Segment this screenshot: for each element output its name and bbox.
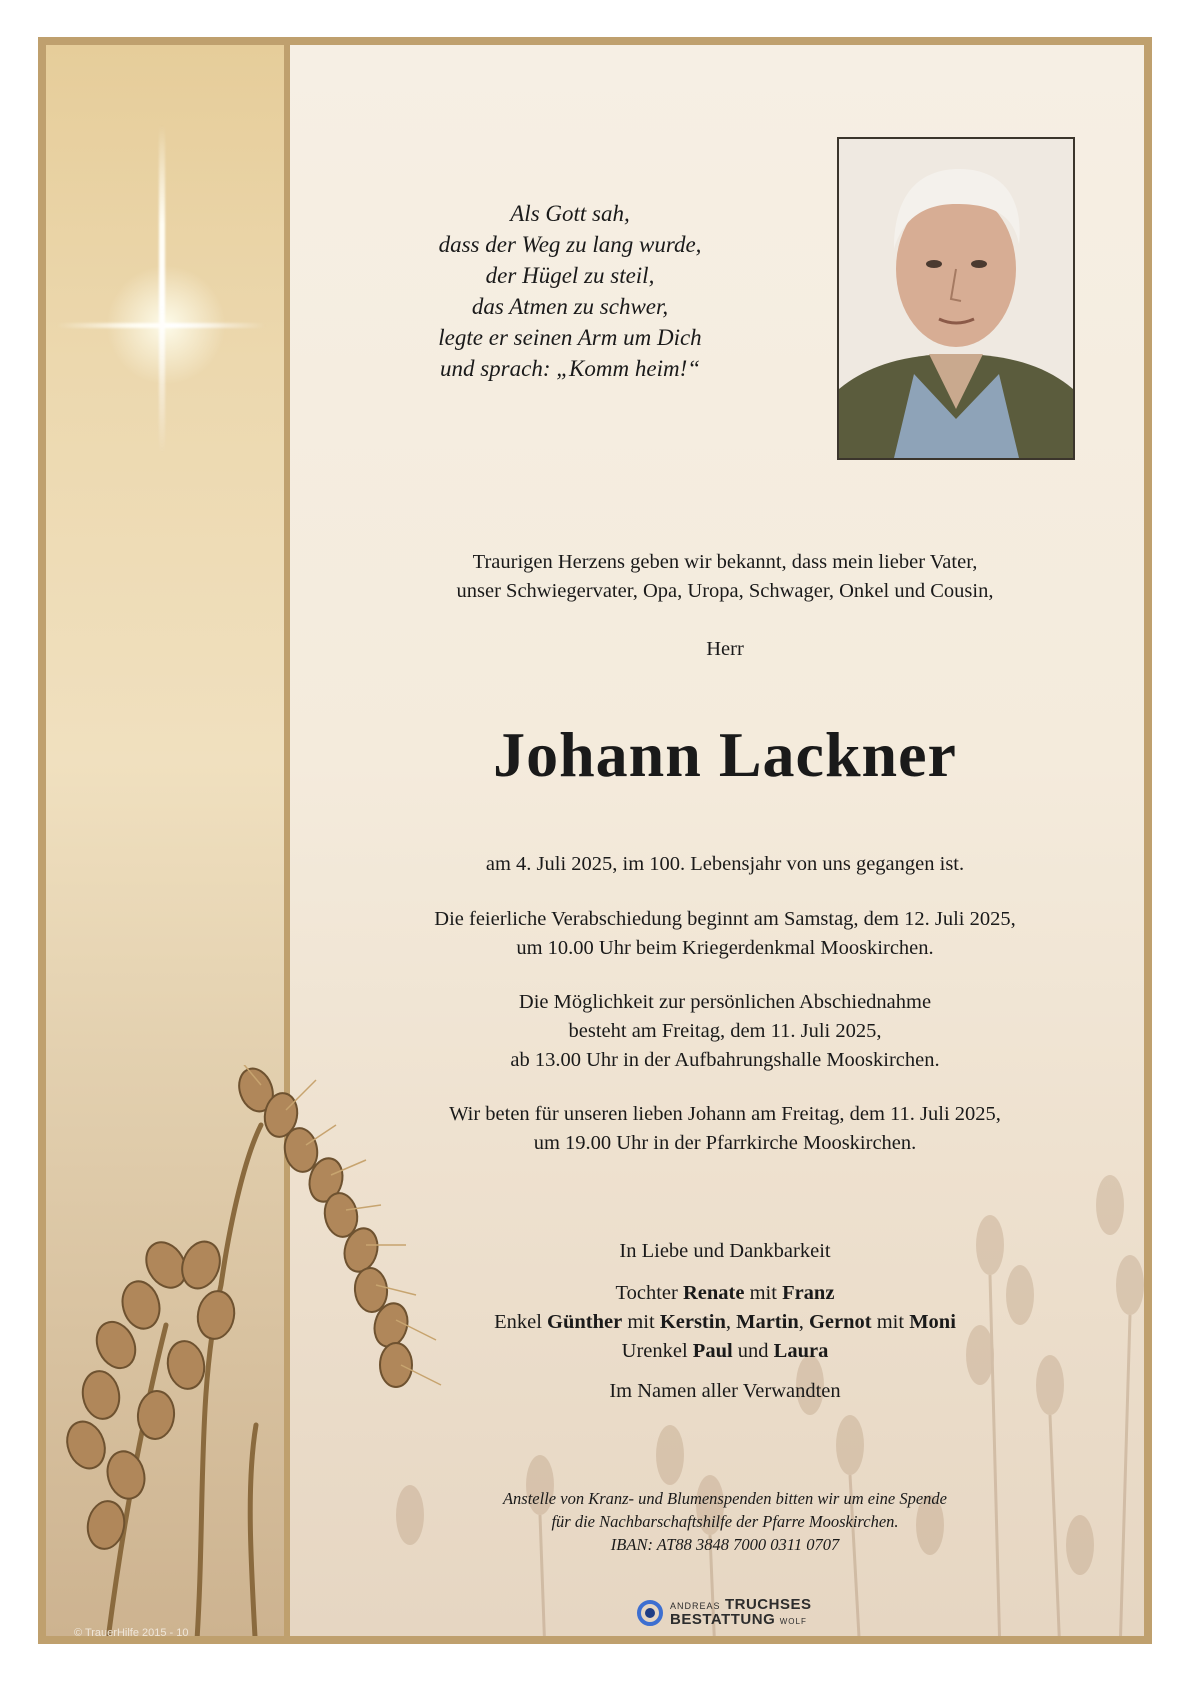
logo-ring-icon: [636, 1599, 664, 1627]
family-name: Laura: [773, 1340, 829, 1362]
donation-line: IBAN: AT88 3848 7000 0311 0707: [610, 1535, 840, 1554]
event-viewing: [330, 988, 1120, 1075]
family-text: mit: [622, 1311, 660, 1333]
family-text: mit: [871, 1311, 910, 1333]
family-text: und: [732, 1340, 774, 1362]
logo-text: [670, 1595, 812, 1629]
family-name: Renate: [682, 1282, 745, 1304]
family-name: Günther: [547, 1311, 623, 1333]
family-text: ,: [798, 1311, 809, 1333]
logo-brand: TRUCHSES: [724, 1595, 812, 1613]
event-line: ab 13.00 Uhr in der Aufbahrungshalle Mooskirchen.: [510, 1049, 940, 1071]
donation-line: für die Nachbarschaftshilfe der Pfarre Mooskirchen.: [551, 1512, 899, 1531]
poem-line: der Hügel zu steil,: [485, 263, 655, 288]
family-name: Gernot: [808, 1311, 872, 1333]
donation-line: Anstelle von Kranz- und Blumenspenden bitten wir um eine Spende: [502, 1489, 948, 1508]
event-line: Die feierliche Verabschiedung beginnt am Samstag, dem 12. Juli 2025,: [434, 908, 1016, 930]
family-name: Martin: [736, 1311, 799, 1333]
family-name: Paul: [692, 1340, 733, 1362]
family-line-daughter: [330, 1279, 1120, 1308]
logo-owner: ANDREAS: [670, 1600, 721, 1611]
family-text: ,: [725, 1311, 737, 1333]
event-line: um 19.00 Uhr in der Pfarrkirche Mooskirchen.: [533, 1132, 917, 1154]
announcement-line: unser Schwiegervater, Opa, Uropa, Schwager, Onkel und Cousin,: [456, 580, 994, 602]
portrait-photo: [837, 137, 1075, 460]
funeral-home-logo: [636, 1596, 811, 1630]
poem: [380, 198, 760, 384]
announcement-line: Traurigen Herzens geben wir bekannt, dass mein lieber Vater,: [472, 551, 978, 573]
death-line: am 4. Juli 2025, im 100. Lebensjahr von uns gegangen ist.: [485, 853, 965, 875]
poem-line: legte er seinen Arm um Dich: [438, 325, 702, 350]
family-name: Franz: [782, 1282, 835, 1304]
logo-wolf: WOLF: [779, 1616, 807, 1626]
family-closing: Im Namen aller Verwandten: [609, 1380, 841, 1402]
light-cross-beam: [56, 323, 266, 328]
family-text: Enkel: [494, 1311, 548, 1333]
family-line-grandchildren: [330, 1308, 1120, 1337]
family-text: mit: [744, 1282, 783, 1304]
event-prayer: [330, 1100, 1120, 1158]
family-text: Tochter: [615, 1282, 683, 1304]
family-text: Urenkel: [621, 1340, 693, 1362]
event-line: besteht am Freitag, dem 11. Juli 2025,: [568, 1020, 882, 1042]
poem-line: dass der Weg zu lang wurde,: [438, 232, 702, 257]
copyright-notice: © TrauerHilfe 2015 - 10: [74, 1627, 189, 1639]
family-list: [330, 1279, 1120, 1366]
announcement-intro: [330, 548, 1120, 606]
logo-sub: BESTATTUNG: [670, 1610, 776, 1628]
poem-line: Als Gott sah,: [510, 201, 630, 226]
light-cross-icon: [159, 125, 165, 455]
deceased-name: Johann Lackner: [493, 719, 957, 790]
poem-line: und sprach: „Komm heim!“: [439, 356, 701, 381]
family-line-great-grandchildren: [330, 1337, 1120, 1366]
family-name: Moni: [909, 1311, 956, 1333]
donation-note: [330, 1487, 1120, 1556]
event-line: Wir beten für unseren lieben Johann am Freitag, dem 11. Juli 2025,: [449, 1103, 1001, 1125]
salutation: Herr: [706, 638, 744, 660]
poem-line: das Atmen zu schwer,: [471, 294, 669, 319]
event-ceremony: [330, 905, 1120, 963]
family-name: Kerstin: [659, 1311, 726, 1333]
family-intro: In Liebe und Dankbarkeit: [619, 1240, 831, 1262]
event-line: um 10.00 Uhr beim Kriegerdenkmal Mooskirchen.: [516, 937, 934, 959]
event-line: Die Möglichkeit zur persönlichen Abschiednahme: [518, 991, 932, 1013]
